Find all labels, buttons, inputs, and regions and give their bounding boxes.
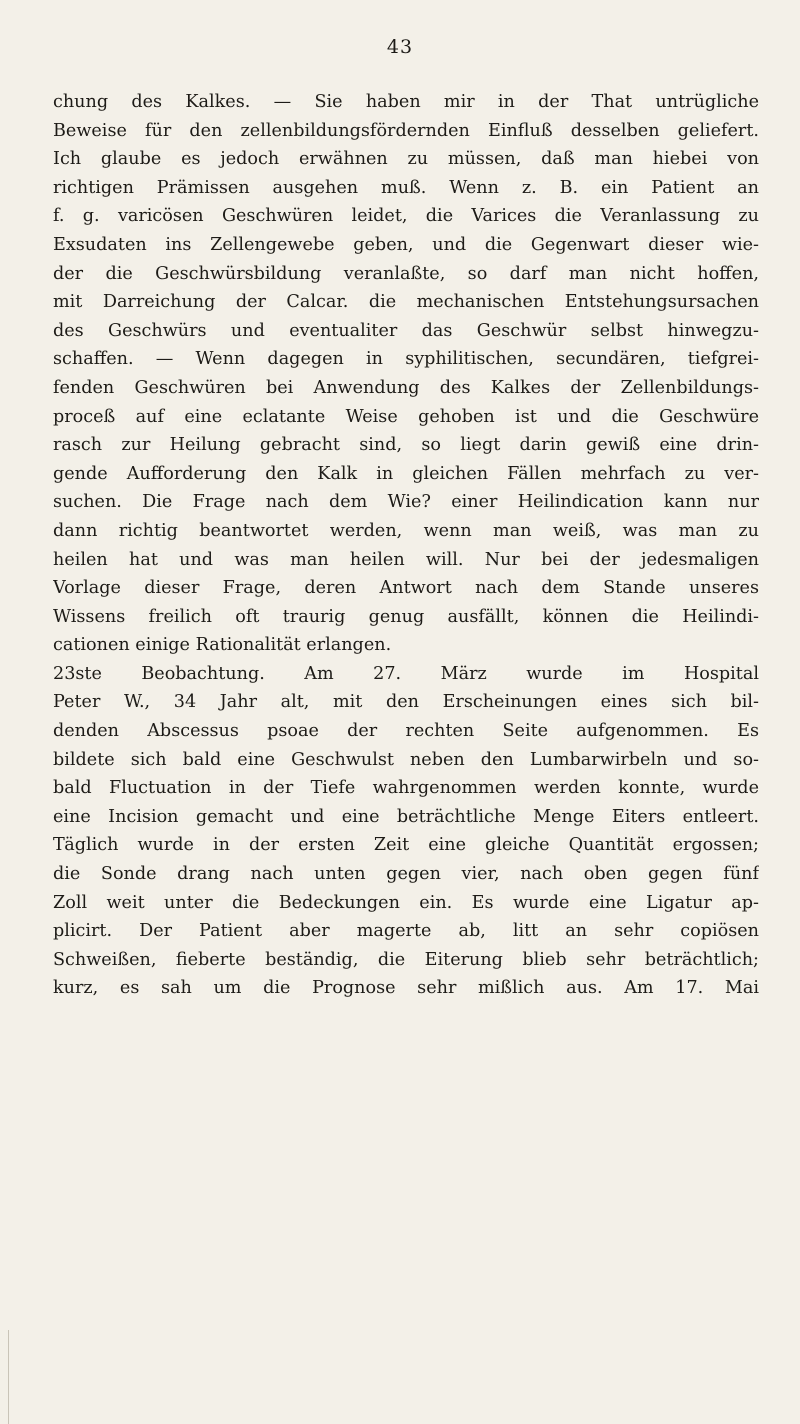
binding-edge-line — [8, 1330, 9, 1424]
text-line: proceß auf eine eclatante Weise gehoben ist und die Geschwüre — [53, 406, 759, 427]
text-line: rasch zur Heilung gebracht sind, so liegt darin gewiß eine drin- — [53, 435, 759, 456]
text-line: chung des Kalkes. — Sie haben mir in der That untrügliche — [53, 92, 759, 112]
text-line: f. g. varicösen Geschwüren leidet, die Varices die Veranlassung zu — [53, 206, 759, 227]
text-line: Ich glaube es jedoch erwähnen zu müssen, daß man hiebei von — [53, 149, 759, 170]
text-line: dann richtig beantwortet werden, wenn man weiß, was man zu — [53, 520, 759, 541]
text-line: heilen hat und was man heilen will. Nur bei der jedesmaligen — [53, 549, 759, 570]
text-line: des Geschwürs und eventualiter das Geschwür selbst hinwegzu- — [53, 320, 759, 341]
text-line: bald Fluctuation in der Tiefe wahrgenommen werden konnte, wurde — [53, 778, 759, 799]
text-line: die Sonde drang nach unten gegen vier, nach oben gegen fünf — [53, 864, 759, 885]
text-line: Zoll weit unter die Bedeckungen ein. Es wurde eine Ligatur ap- — [53, 892, 759, 913]
text-line: fenden Geschwüren bei Anwendung des Kalkes der Zellenbildungs- — [53, 377, 759, 398]
text-line: Täglich wurde in der ersten Zeit eine gleiche Quantität ergossen; — [53, 835, 759, 856]
text-line: schaffen. — Wenn dagegen in syphilitischen, secundären, tiefgrei- — [53, 349, 759, 370]
text-line: gende Aufforderung den Kalk in gleichen Fällen mehrfach zu ver- — [53, 463, 759, 484]
text-line: Vorlage dieser Frage, deren Antwort nach dem Stande unseres — [53, 578, 759, 599]
text-line: bildete sich bald eine Geschwulst neben den Lumbarwirbeln und so- — [53, 749, 759, 770]
text-line: eine Incision gemacht und eine beträchtliche Menge Eiters entleert. — [53, 806, 759, 827]
body-text — [53, 88, 759, 1003]
text-line: der die Geschwürsbildung veranlaßte, so darf man nicht hoffen, — [53, 263, 759, 284]
text-line: suchen. Die Frage nach dem Wie? einer Heilindication kann nur — [53, 492, 759, 513]
observation-heading-line: 23ste Beobachtung. Am 27. März wurde im Hospital — [53, 663, 759, 684]
text-line: richtigen Prämissen ausgehen muß. Wenn z. B. ein Patient an — [53, 177, 759, 198]
text-line: kurz, es sah um die Prognose sehr mißlich aus. Am 17. Mai — [53, 978, 759, 999]
text-line: Schweißen, fieberte beständig, die Eiterung blieb sehr beträchtlich; — [53, 949, 759, 970]
paragraph-end-line: cationen einige Rationalität erlangen. — [53, 635, 392, 656]
text-line: Exsudaten ins Zellengewebe geben, und die Gegenwart dieser wie- — [53, 234, 759, 255]
text-line: denden Abscessus psoae der rechten Seite aufgenommen. Es — [53, 721, 759, 742]
page-number: 43 — [386, 36, 414, 58]
text-line: Wissens freilich oft traurig genug ausfällt, können die Heilindi- — [53, 606, 759, 627]
text-line: mit Darreichung der Calcar. die mechanischen Entstehungsursachen — [53, 292, 759, 313]
text-line: Beweise für den zellenbildungsfördernden Einfluß desselben geliefert. — [53, 120, 759, 141]
text-line: Peter W., 34 Jahr alt, mit den Erscheinungen eines sich bil- — [53, 692, 759, 713]
text-line: plicirt. Der Patient aber magerte ab, litt an sehr copiösen — [53, 921, 759, 942]
